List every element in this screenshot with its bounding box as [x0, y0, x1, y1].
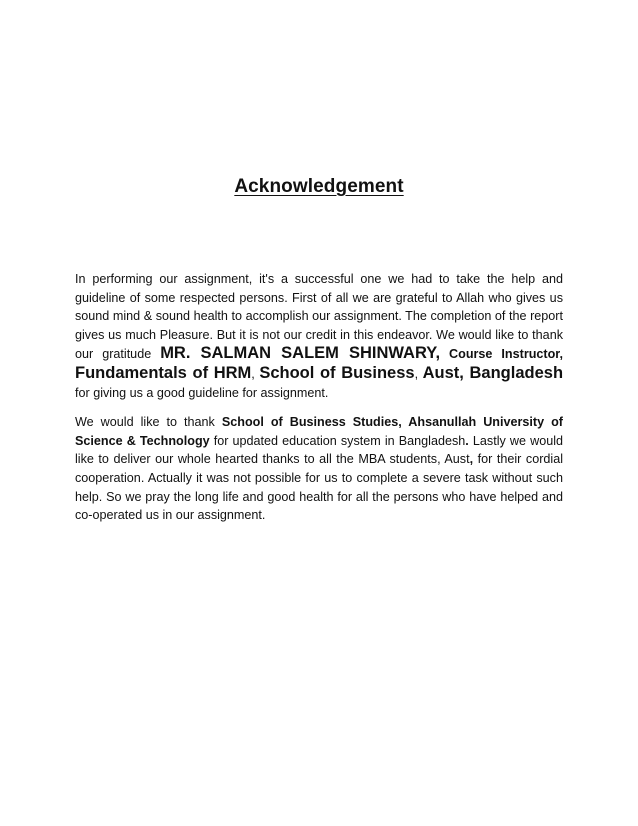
bold-comma: ,: [469, 452, 474, 467]
paragraph2-text-end: for their cordial cooperation. Actually it was not possible for us to complete a severe task without such help. So we pray the long life and good health for all the persons who have helped and co-operated us in our assignment.: [75, 452, 563, 523]
bold-period: .: [465, 433, 469, 448]
paragraph2-text-start: We would like to thank: [75, 415, 222, 430]
instructor-name: MR. SALMAN SALEM SHINWARY,: [160, 344, 441, 363]
paragraph1-text-start: In performing our assignment, it's a successful one we had to take the help and guideline of some respected persons. First of all we are grateful to Allah who gives us sound mind & sound health to accomplish our assignment. The completion of the report gives us much Pleasure. But it is not our credit in this endeavor. We would like to thank our gratitude: [75, 272, 563, 362]
paragraph-thanks: [75, 413, 563, 525]
paragraph-gratitude: [75, 270, 563, 402]
course-name: Fundamentals of HRM: [75, 363, 252, 382]
university-location: Aust, Bangladesh: [422, 363, 564, 382]
school-name: School of Business: [259, 363, 415, 382]
instructor-role: Course Instructor,: [449, 347, 564, 362]
paragraph1-text-end: for giving us a good guideline for assignment.: [75, 385, 329, 400]
paragraph2-text-continue: Lastly we would like to deliver our whole hearted thanks to all the MBA students, Aust: [75, 433, 563, 467]
separator: ,: [414, 366, 423, 381]
space: [440, 347, 449, 361]
institution-name: School of Business Studies, Ahsanullah University of Science & Technology: [75, 415, 563, 448]
document-body: [75, 270, 563, 536]
page-title: Acknowledgement: [234, 176, 404, 197]
paragraph2-text-middle: for updated education system in Bangladesh: [209, 433, 466, 448]
separator: ,: [251, 366, 260, 381]
